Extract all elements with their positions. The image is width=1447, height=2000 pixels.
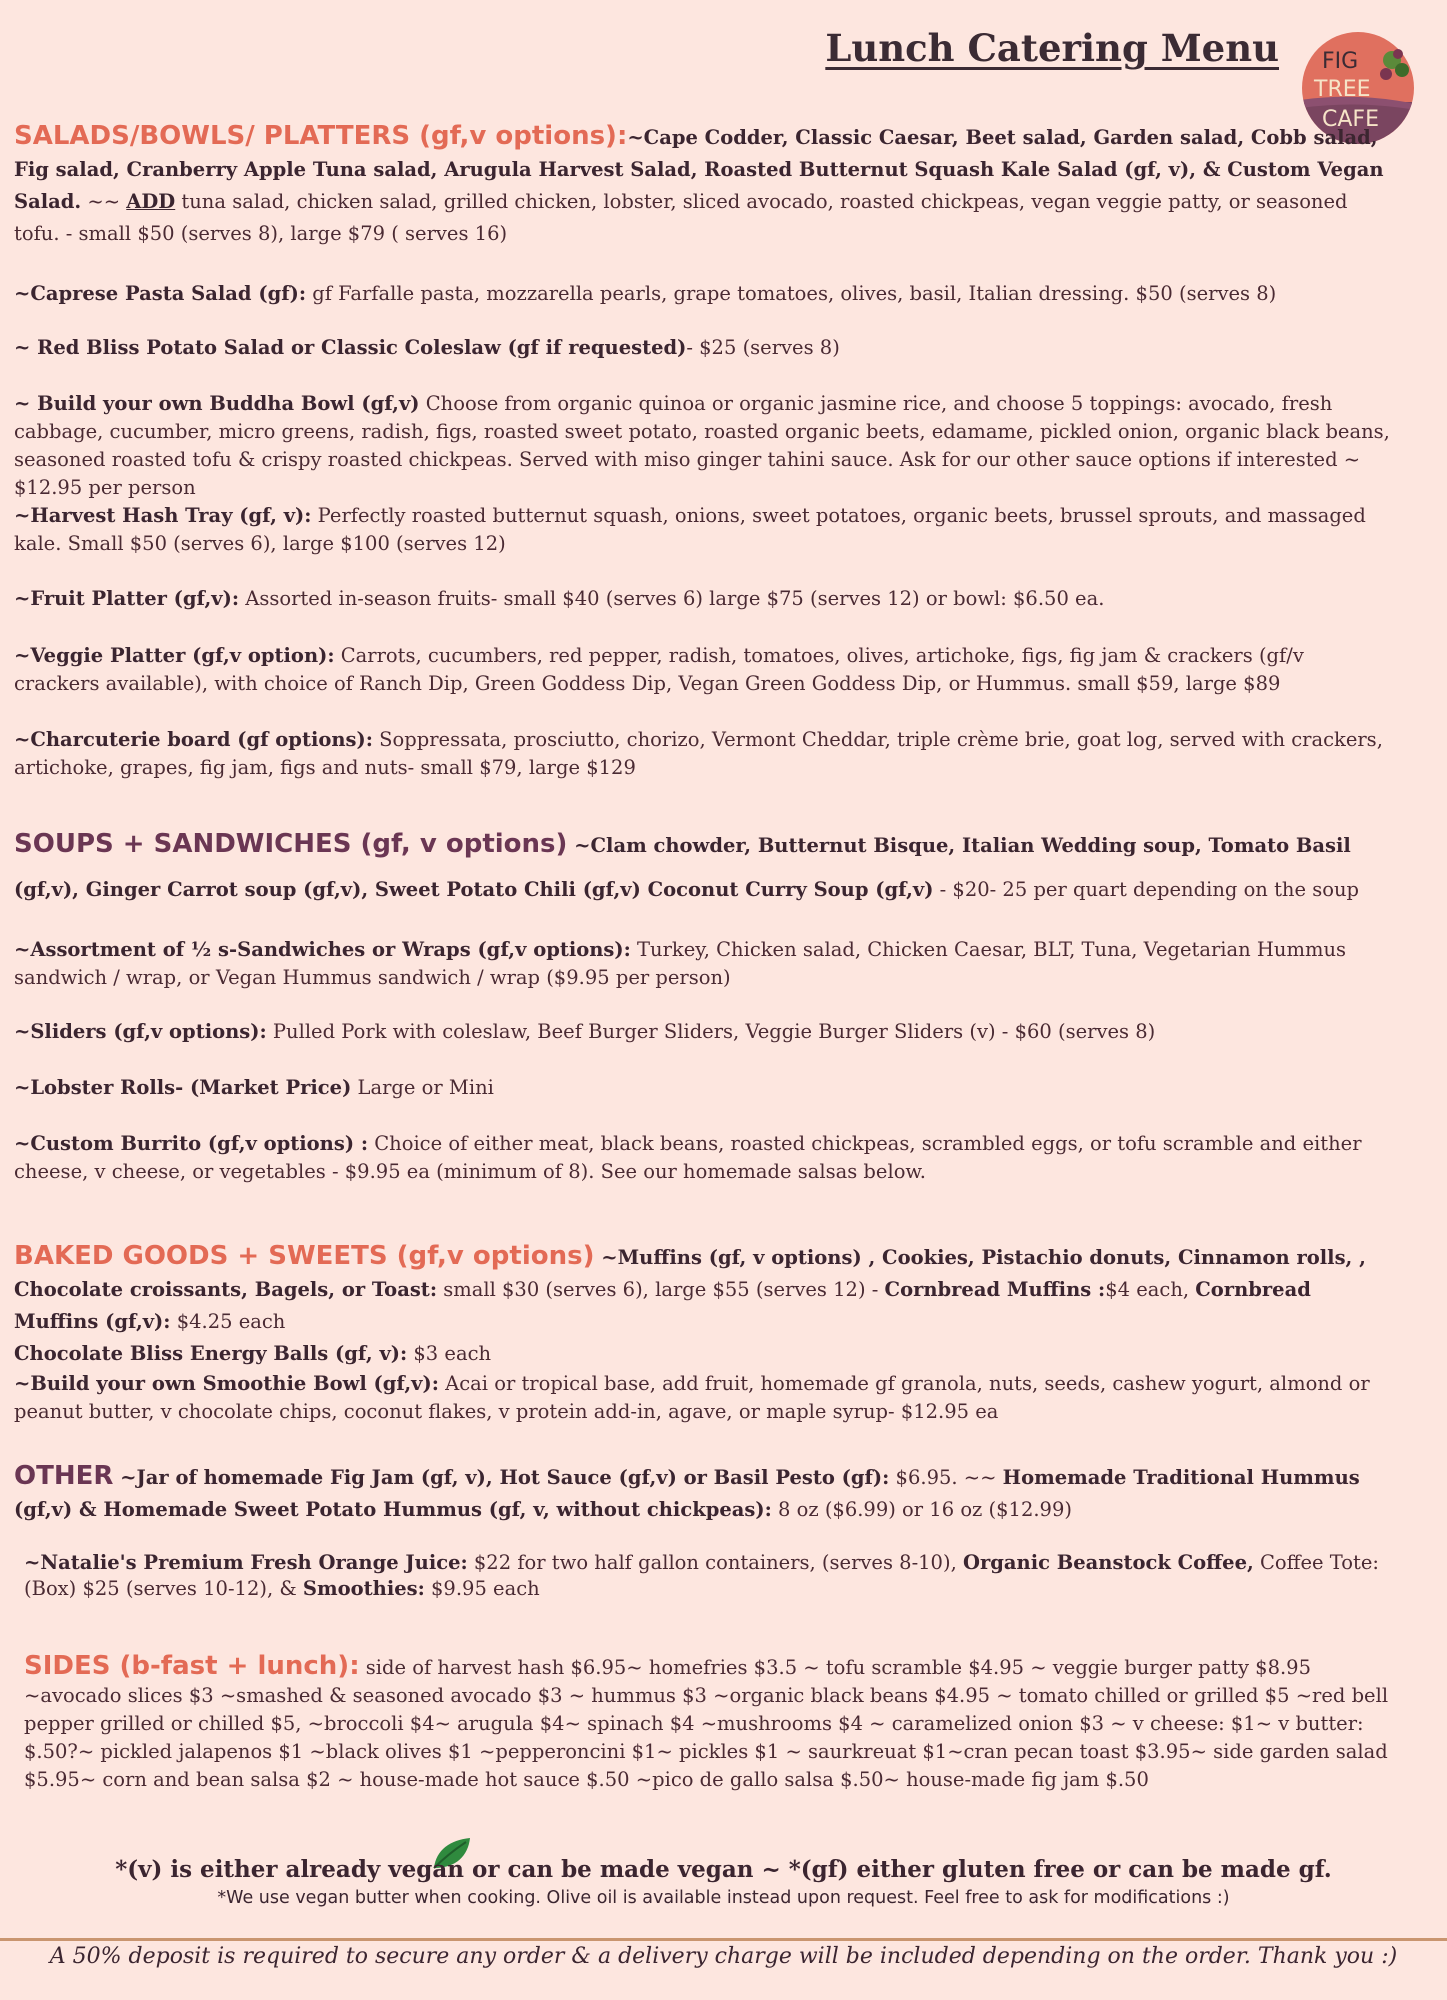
burrito-item	[14, 1130, 1394, 1186]
cornbread-muffins: Cornbread Muffins :	[884, 1278, 1106, 1301]
sandwiches-item	[14, 936, 1394, 992]
veggie-item	[14, 642, 1394, 698]
burrito-name: ~Custom Burrito (gf,v options) :	[14, 1132, 369, 1155]
buddha-name: ~ Build your own Buddha Bowl (gf,v)	[14, 392, 420, 415]
energy-balls: Chocolate Bliss Energy Balls (gf, v):	[14, 1342, 408, 1365]
harvest-item	[14, 502, 1394, 558]
salads-items: ~Cape Codder, Classic Caesar, Beet salad, Garden salad, Cobb salad, Fig salad, Cranberry Apple Tuna salad, Arugula Harvest Salad, Roasted Butternut Squash Kale Salad (gf, v), & Custom Vegan Salad.	[14, 126, 1384, 213]
deposit-notice: A 50% deposit is required to secure any order & a delivery charge will be included depending on the order. Thank you :)	[49, 1944, 1398, 1969]
other-price1: $6.95. ~~	[889, 1466, 1003, 1489]
fruit-name: ~Fruit Platter (gf,v):	[14, 587, 240, 610]
other-price2: 8 oz ($6.99) or 16 oz ($12.99)	[771, 1498, 1072, 1521]
caprese-item	[14, 280, 1394, 308]
baked-items: ~Muffins (gf, v options) , Cookies, Pistachio donuts, Cinnamon rolls, , Chocolate croissants, Bagels, or Toast:	[14, 1246, 1366, 1301]
other-items: ~Jar of homemade Fig Jam (gf, v), Hot Sauce (gf,v) or Basil Pesto (gf):	[113, 1466, 890, 1489]
energy-balls-price: $3 each	[407, 1342, 492, 1365]
smoothie-bowl-item	[14, 1370, 1394, 1426]
baked-section	[14, 1240, 1394, 1370]
juice-desc3: $9.95 each	[424, 1577, 540, 1600]
sides-list: side of harvest hash $6.95~ homefries $3.5 ~ tofu scramble $4.95 ~ veggie burger patty $8.95 ~avocado slices $3 ~smashed & seasoned avocado $3 ~ hummus $3 ~organic black beans $4.95 ~ tomato chilled or grilled $5 ~red bell pepper grilled or chilled $5, ~broccoli $4~ arugula $4~ spinach $4 ~mushrooms $4 ~ caramelized onion $3 ~ v cheese: $1~ v butter: $.50?~ pickled jalapenos $1 ~black olives $1 ~pepperoncini $1~ pickles $1 ~ saurkreuat $1~cran pecan toast $3.95~ side garden salad $5.95~ corn and bean salsa $2 ~ house-made hot sauce $.50 ~pico de gallo salsa $.50~ house-made fig jam $.50	[24, 1656, 1389, 1791]
charcuterie-name: ~Charcuterie board (gf options):	[14, 728, 373, 751]
potato-item	[14, 334, 1394, 362]
smoothies-name: Smoothies:	[302, 1577, 425, 1600]
page-title: Lunch Catering Menu	[825, 26, 1279, 70]
logo-word-cafe: CAFE	[1322, 107, 1379, 132]
charcuterie-desc: Soppressata, prosciutto, chorizo, Vermont Cheddar, triple crème brie, goat log, served with crackers, artichoke, grapes, fig jam, figs and nuts- small $79, large $129	[14, 728, 1383, 779]
soups-section	[14, 822, 1394, 912]
logo-word-tree: TREE	[1314, 77, 1371, 102]
juice-item	[24, 1550, 1394, 1602]
charcuterie-item	[14, 726, 1394, 782]
baked-price2: $4 each,	[1105, 1278, 1196, 1301]
harvest-name: ~Harvest Hash Tray (gf, v):	[14, 504, 312, 527]
other-heading: OTHER	[14, 1461, 114, 1491]
buddha-desc: Choose from organic quinoa or organic jasmine rice, and choose 5 toppings: avocado, fresh cabbage, cucumber, micro greens, radish, figs, roasted sweet potato, roasted organic beets, edamame, pickled onion, organic black beans, seasoned roasted tofu & crispy roasted chickpeas. Served with miso ginger tahini sauce. Ask for our other sauce options if interested ~ $12.95 per person	[14, 392, 1390, 499]
smoothie-bowl-name: ~Build your own Smoothie Bowl (gf,v):	[14, 1372, 439, 1395]
veggie-name: ~Veggie Platter (gf,v option):	[14, 644, 335, 667]
potato-name: ~ Red Bliss Potato Salad or Classic Coleslaw (gf if requested)	[14, 336, 687, 359]
salads-section	[14, 120, 1394, 250]
soups-items: ~Clam chowder, Butternut Bisque, Italian Wedding soup, Tomato Basil (gf,v), Ginger Carrot soup (gf,v), Sweet Potato Chili (gf,v) Coconut Curry Soup (gf,v)	[14, 834, 1351, 901]
buddha-item	[14, 390, 1394, 502]
burrito-desc: Choice of either meat, black beans, roasted chickpeas, scrambled eggs, or tofu scramble and either cheese, v cheese, or vegetables - $9.95 ea (minimum of 8). See our homemade salsas below.	[14, 1132, 1362, 1183]
juice-desc2: Coffee Tote: (Box) $25 (serves 10-12), &	[24, 1551, 1379, 1600]
legend-line-2: *We use vegan butter when cooking. Olive oil is available instead upon request. Feel free to ask for modifications :)	[217, 1888, 1230, 1908]
caprese-desc: gf Farfalle pasta, mozzarella pearls, grape tomatoes, olives, basil, Italian dressing. $50 (serves 8)	[306, 282, 1277, 305]
smoothie-bowl-desc: Acai or tropical base, add fruit, homemade gf granola, nuts, seeds, cashew yogurt, almond or peanut butter, v chocolate chips, coconut flakes, v protein add-in, agave, or maple syrup- $12.95 ea	[14, 1372, 1370, 1423]
lobster-desc: Large or Mini	[351, 1076, 494, 1099]
soups-price: - $20- 25 per quart depending on the soup	[933, 878, 1359, 901]
baked-price3: $4.25 each	[170, 1310, 286, 1333]
other-section	[14, 1460, 1394, 1526]
soups-heading: SOUPS + SANDWICHES (gf, v options)	[14, 829, 568, 859]
sandwiches-desc: Turkey, Chicken salad, Chicken Caesar, BLT, Tuna, Vegetarian Hummus sandwich / wrap, or Vegan Hummus sandwich / wrap ($9.95 per person)	[14, 938, 1347, 989]
cornbread-muffins-gf: Cornbread Muffins (gf,v):	[14, 1278, 1311, 1333]
sides-heading: SIDES (b-fast + lunch):	[24, 1651, 360, 1681]
salads-heading: SALADS/BOWLS/ PLATTERS (gf,v options):	[14, 121, 628, 151]
potato-desc: - $25 (serves 8)	[686, 336, 840, 359]
juice-name: ~Natalie's Premium Fresh Orange Juice:	[24, 1551, 468, 1574]
juice-desc1: $22 for two half gallon containers, (serves 8-10),	[467, 1551, 963, 1574]
baked-price1: small $30 (serves 6), large $55 (serves 12) -	[437, 1278, 885, 1301]
lobster-item	[14, 1074, 1394, 1102]
salads-add-label: ADD	[126, 190, 176, 213]
salads-add-text: tuna salad, chicken salad, grilled chicken, lobster, sliced avocado, roasted chickpeas, vegan veggie patty, or seasoned tofu. - small $50 (serves 8), large $79 ( serves 16)	[14, 190, 1348, 245]
baked-heading: BAKED GOODS + SWEETS (gf,v options)	[14, 1241, 595, 1271]
lobster-name: ~Lobster Rolls- (Market Price)	[14, 1076, 352, 1099]
sliders-desc: Pulled Pork with coleslaw, Beef Burger Sliders, Veggie Burger Sliders (v) - $60 (serves 8)	[266, 1020, 1156, 1043]
caprese-name: ~Caprese Pasta Salad (gf):	[14, 282, 307, 305]
veggie-desc: Carrots, cucumbers, red pepper, radish, tomatoes, olives, artichoke, figs, fig jam & crackers (gf/v crackers available), with choice of Ranch Dip, Green Goddess Dip, Vegan Green Goddess Dip, or Hummus. small $59, large $89	[14, 644, 1304, 695]
sliders-item	[14, 1018, 1394, 1046]
footer-divider	[0, 1938, 1447, 1941]
sides-section	[24, 1652, 1394, 1794]
harvest-desc: Perfectly roasted butternut squash, onions, sweet potatoes, organic beets, brussel sprouts, and massaged kale. Small $50 (serves 6), large $100 (serves 12)	[14, 504, 1366, 555]
fruit-desc: Assorted in-season fruits- small $40 (serves 6) large $75 (serves 12) or bowl: $6.50 ea.	[239, 587, 1105, 610]
salads-tilde: ~~	[81, 190, 127, 213]
coffee-name: Organic Beanstock Coffee,	[962, 1551, 1254, 1574]
sandwiches-name: ~Assortment of ½ s-Sandwiches or Wraps (gf,v options):	[14, 938, 631, 961]
logo-word-fig: FIG	[1322, 49, 1359, 74]
other-hummus: Homemade Traditional Hummus (gf,v) & Homemade Sweet Potato Hummus (gf, v, without chickpeas):	[14, 1466, 1360, 1521]
fruit-item	[14, 585, 1394, 613]
legend-line-1: *(v) is either already vegan or can be made vegan ~ *(gf) either gluten free or can be made gf.	[115, 1856, 1332, 1883]
sliders-name: ~Sliders (gf,v options):	[14, 1020, 267, 1043]
